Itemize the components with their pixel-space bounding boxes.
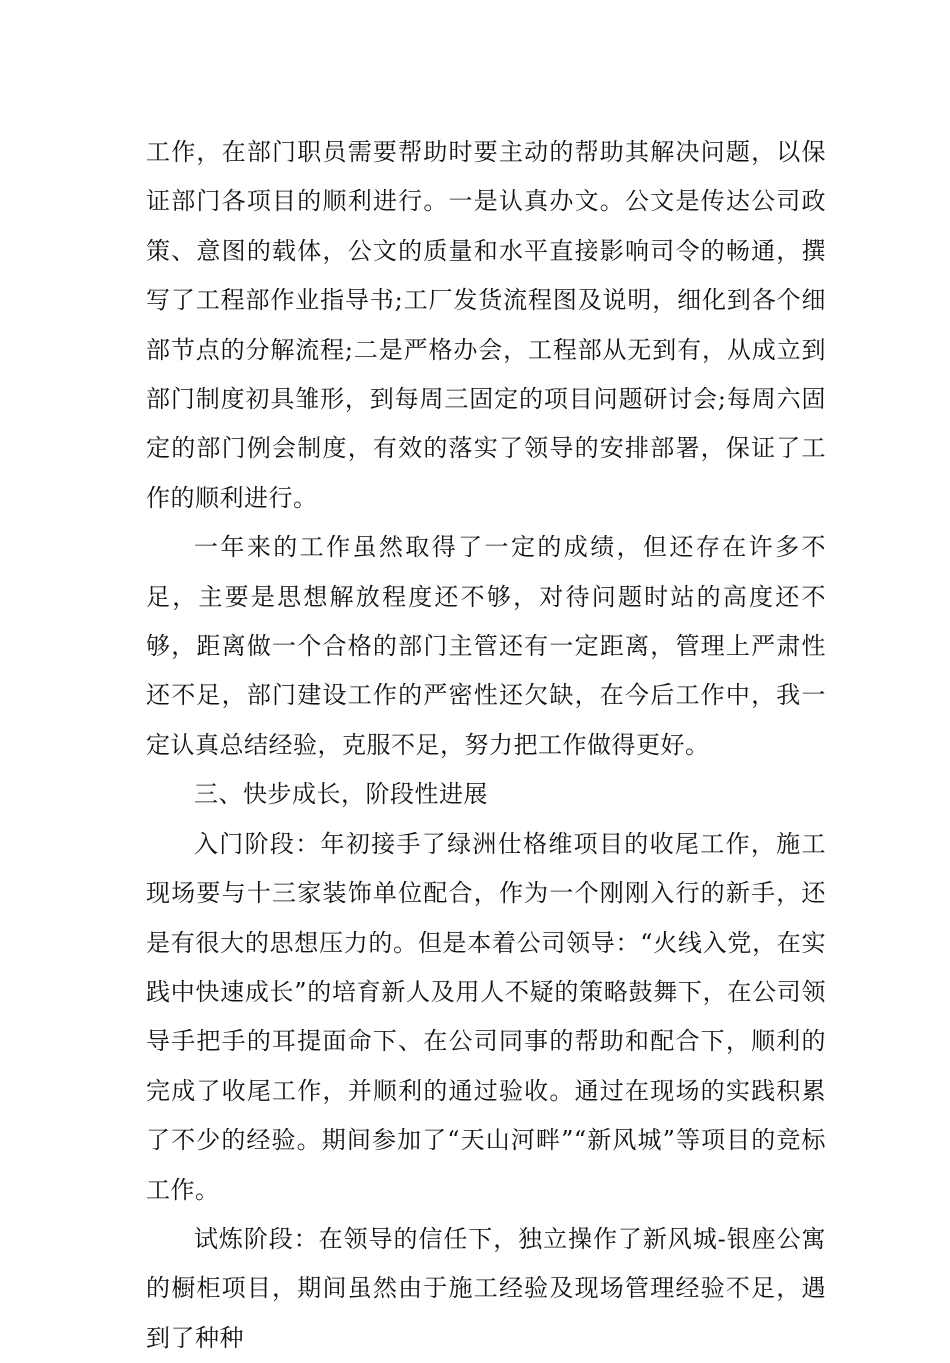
document-body (146, 128, 826, 1363)
paragraph-office-work: 工作，在部门职员需要帮助时要主动的帮助其解决问题，以保证部门各项目的顺利进行。一是认真办文。公文是传达公司政策、意图的载体，公文的质量和水平直接影响司令的畅通，撰写了工程部作业指导书;工厂发货流程图及说明，细化到各个细部节点的分解流程;二是严格办会，工程部从无到有，从成立到部门制度初具雏形，到每周三固定的项目问题研讨会;每周六固定的部门例会制度，有效的落实了领导的安排部署，保证了工作的顺利进行。 (146, 138, 826, 512)
section-heading-growth: 三、快步成长，阶段性进展 (194, 780, 488, 809)
paragraph-shortcomings: 一年来的工作虽然取得了一定的成绩，但还存在许多不足，主要是思想解放程度还不够，对待问题时站的高度还不够，距离做一个合格的部门主管还有一定距离，管理上严肃性还不足，部门建设工作的严密性还欠缺，在今后工作中，我一定认真总结经验，克服不足，努力把工作做得更好。 (146, 533, 826, 759)
paragraph-trial-stage: 试炼阶段：在领导的信任下，独立操作了新风城-银座公寓的橱柜项目，期间虽然由于施工经验及现场管理经验不足，遇到了种种 (146, 1224, 826, 1352)
paragraph-entry-stage: 入门阶段：年初接手了绿洲仕格维项目的收尾工作，施工现场要与十三家装饰单位配合，作为一个刚刚入行的新手，还是有很大的思想压力的。但是本着公司领导：“火线入党，在实践中快速成长”的培育新人及用人不疑的策略鼓舞下，在公司领导手把手的耳提面命下、在公司同事的帮助和配合下，顺利的完成了收尾工作，并顺利的通过验收。通过在现场的实践积累了不少的经验。期间参加了“天山河畔”“新风城”等项目的竞标工作。 (146, 829, 826, 1204)
